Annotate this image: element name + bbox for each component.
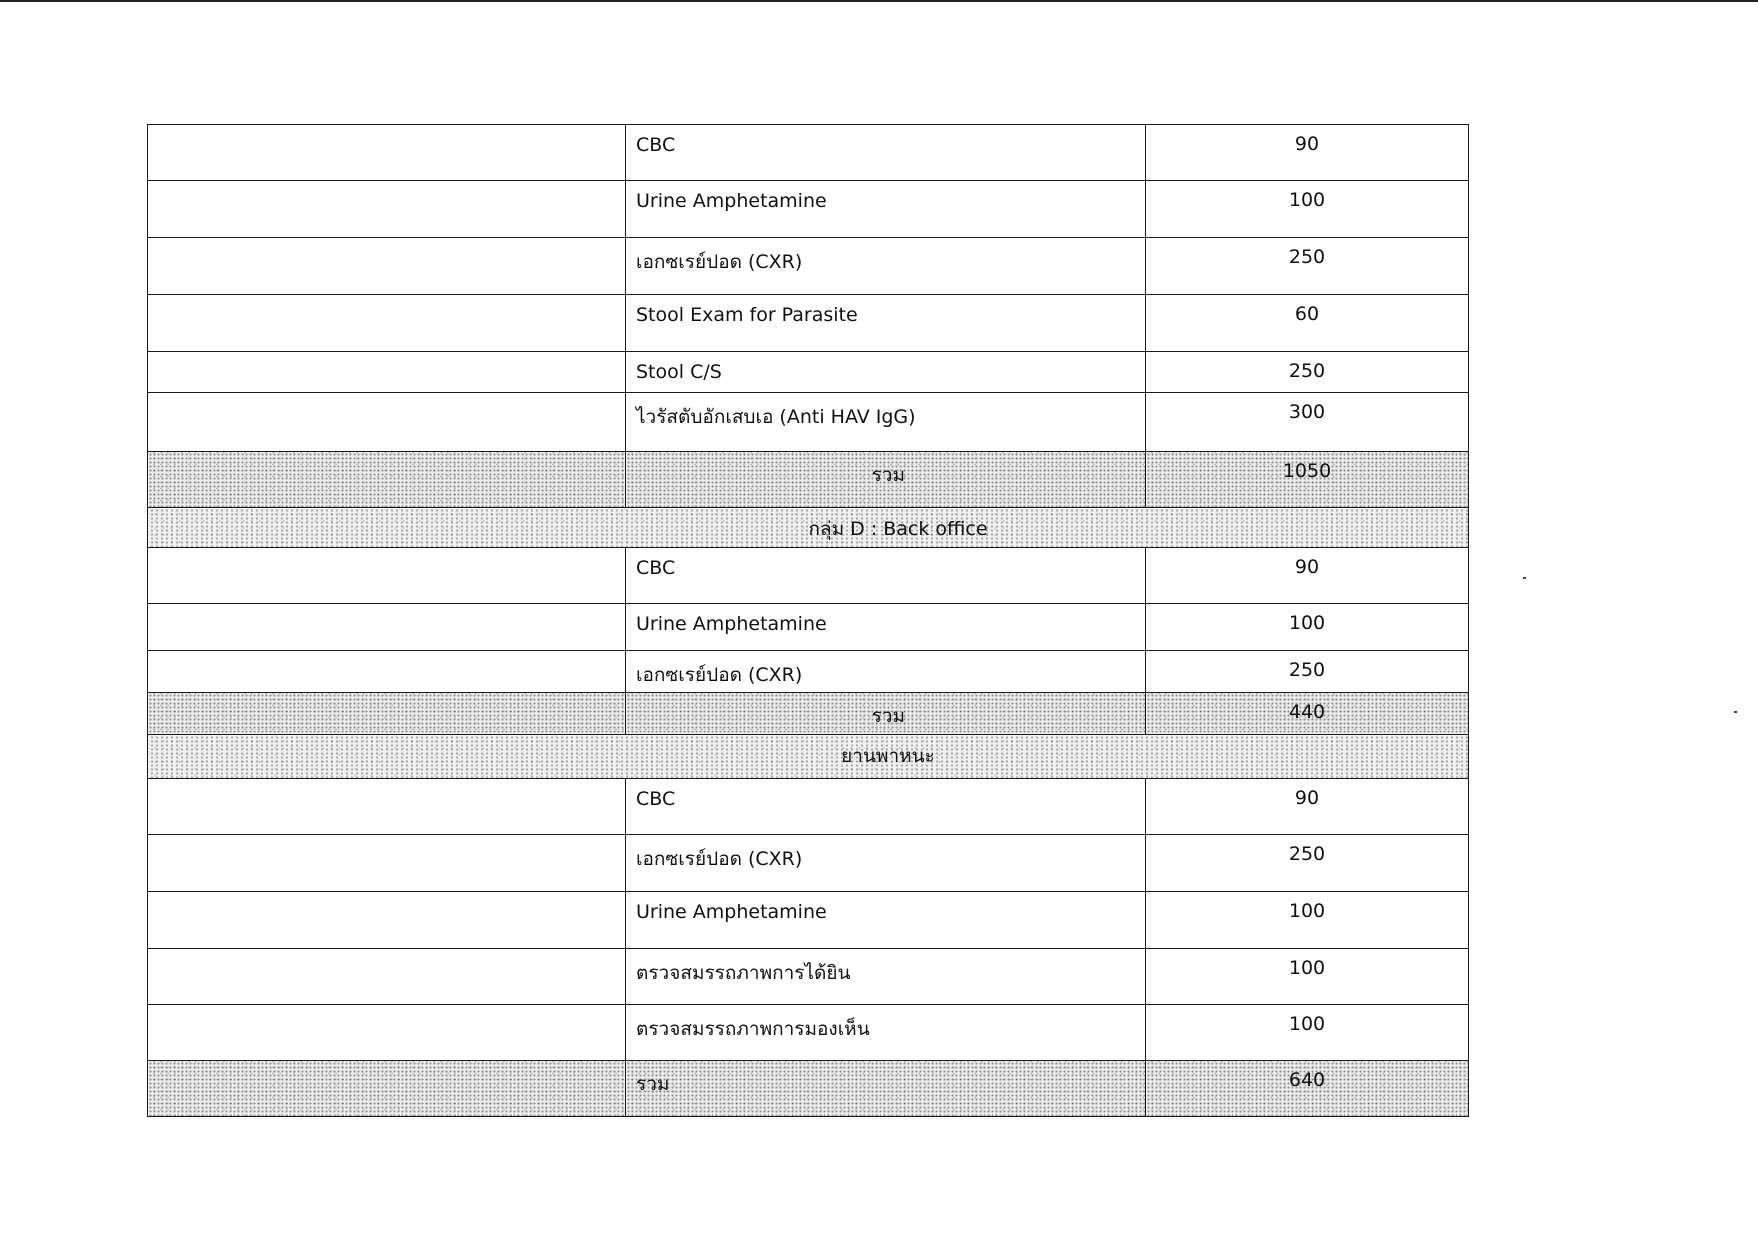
empty-cell <box>148 295 626 352</box>
table-row <box>148 238 1469 295</box>
price-cell <box>1146 238 1469 295</box>
item-price: 100 <box>1288 612 1326 634</box>
price-cell <box>1146 779 1469 835</box>
price-cell <box>1146 352 1469 393</box>
item-cell <box>626 548 1146 604</box>
item-name: CBC <box>636 134 676 156</box>
price-cell <box>1146 548 1469 604</box>
item-name: CBC <box>636 557 676 579</box>
table-row <box>148 892 1469 949</box>
item-name: เอกซเรย์ปอด (CXR) <box>636 848 803 870</box>
price-cell <box>1146 651 1469 693</box>
table-row <box>148 548 1469 604</box>
item-cell <box>626 949 1146 1005</box>
table-row <box>148 1005 1469 1061</box>
empty-cell <box>148 892 626 949</box>
item-name: เอกซเรย์ปอด (CXR) <box>636 251 803 273</box>
empty-cell <box>148 1005 626 1061</box>
item-price: 250 <box>1288 659 1326 681</box>
table-row <box>148 181 1469 238</box>
item-price: 250 <box>1288 246 1326 268</box>
item-name: CBC <box>636 788 676 810</box>
item-name: ตรวจสมรรถภาพการมองเห็น <box>636 1018 870 1040</box>
item-price: 100 <box>1288 957 1326 979</box>
subtotal-label: รวม <box>636 1073 670 1095</box>
table-row <box>148 651 1469 693</box>
subtotal-value: 440 <box>1288 701 1326 723</box>
empty-cell <box>148 181 626 238</box>
scan-speck <box>1734 711 1737 713</box>
subtotal-row <box>148 452 1469 508</box>
empty-cell <box>148 651 626 693</box>
price-cell <box>1146 835 1469 892</box>
empty-cell <box>148 352 626 393</box>
price-cell <box>1146 295 1469 352</box>
empty-cell <box>148 238 626 295</box>
shaded-cell <box>148 1061 626 1117</box>
item-cell <box>626 835 1146 892</box>
subtotal-label-cell <box>626 452 1146 508</box>
empty-cell <box>148 125 626 181</box>
subtotal-label-cell <box>626 1061 1146 1117</box>
item-name: Stool Exam for Parasite <box>636 304 858 326</box>
subtotal-row <box>148 693 1469 735</box>
group-header-cell <box>148 508 1469 548</box>
group-title: ยานพาหนะ <box>841 745 935 767</box>
empty-cell <box>148 393 626 452</box>
shaded-cell <box>148 452 626 508</box>
item-name: Urine Amphetamine <box>636 901 827 923</box>
item-cell <box>626 779 1146 835</box>
item-price: 90 <box>1294 133 1320 155</box>
page-top-rule <box>0 0 1758 2</box>
item-price: 60 <box>1294 303 1320 325</box>
item-name: ไวรัสตับอักเสบเอ (Anti HAV IgG) <box>636 406 916 428</box>
item-price: 90 <box>1294 787 1320 809</box>
item-cell <box>626 238 1146 295</box>
price-cell <box>1146 604 1469 651</box>
item-name: Stool C/S <box>636 361 722 383</box>
item-cell <box>626 1005 1146 1061</box>
item-price: 100 <box>1288 900 1326 922</box>
shaded-cell <box>148 693 626 735</box>
item-name: ตรวจสมรรถภาพการได้ยิน <box>636 962 851 984</box>
empty-cell <box>148 779 626 835</box>
empty-cell <box>148 604 626 651</box>
subtotal-value-cell <box>1146 1061 1469 1117</box>
price-cell <box>1146 892 1469 949</box>
subtotal-value-cell <box>1146 693 1469 735</box>
subtotal-value-cell <box>1146 452 1469 508</box>
group-header-row <box>148 735 1469 779</box>
price-cell <box>1146 949 1469 1005</box>
price-cell <box>1146 1005 1469 1061</box>
table-row <box>148 949 1469 1005</box>
item-cell <box>626 393 1146 452</box>
table-row <box>148 604 1469 651</box>
group-header-row <box>148 508 1469 548</box>
item-name: Urine Amphetamine <box>636 613 827 635</box>
price-cell <box>1146 125 1469 181</box>
item-cell <box>626 181 1146 238</box>
subtotal-value: 640 <box>1288 1069 1326 1091</box>
table-row <box>148 125 1469 181</box>
item-price: 90 <box>1294 556 1320 578</box>
item-price: 300 <box>1288 401 1326 423</box>
scan-speck <box>1523 577 1526 579</box>
table-row <box>148 393 1469 452</box>
empty-cell <box>148 835 626 892</box>
subtotal-label: รวม <box>871 705 905 727</box>
table-row <box>148 835 1469 892</box>
price-cell <box>1146 393 1469 452</box>
price-cell <box>1146 181 1469 238</box>
item-cell <box>626 352 1146 393</box>
item-price: 250 <box>1288 360 1326 382</box>
item-cell <box>626 651 1146 693</box>
subtotal-label: รวม <box>871 464 905 486</box>
table-row <box>148 779 1469 835</box>
group-header-cell <box>148 735 1469 779</box>
item-price: 100 <box>1288 189 1326 211</box>
price-table <box>147 124 1469 1117</box>
table-row <box>148 352 1469 393</box>
item-cell <box>626 892 1146 949</box>
item-price: 100 <box>1288 1013 1326 1035</box>
subtotal-row <box>148 1061 1469 1117</box>
table-row <box>148 295 1469 352</box>
item-name: เอกซเรย์ปอด (CXR) <box>636 664 803 686</box>
empty-cell <box>148 548 626 604</box>
item-cell <box>626 604 1146 651</box>
item-name: Urine Amphetamine <box>636 190 827 212</box>
subtotal-value: 1050 <box>1282 460 1332 482</box>
item-cell <box>626 125 1146 181</box>
item-price: 250 <box>1288 843 1326 865</box>
item-cell <box>626 295 1146 352</box>
empty-cell <box>148 949 626 1005</box>
group-title: กลุ่ม D : Back office <box>808 518 988 540</box>
subtotal-label-cell <box>626 693 1146 735</box>
